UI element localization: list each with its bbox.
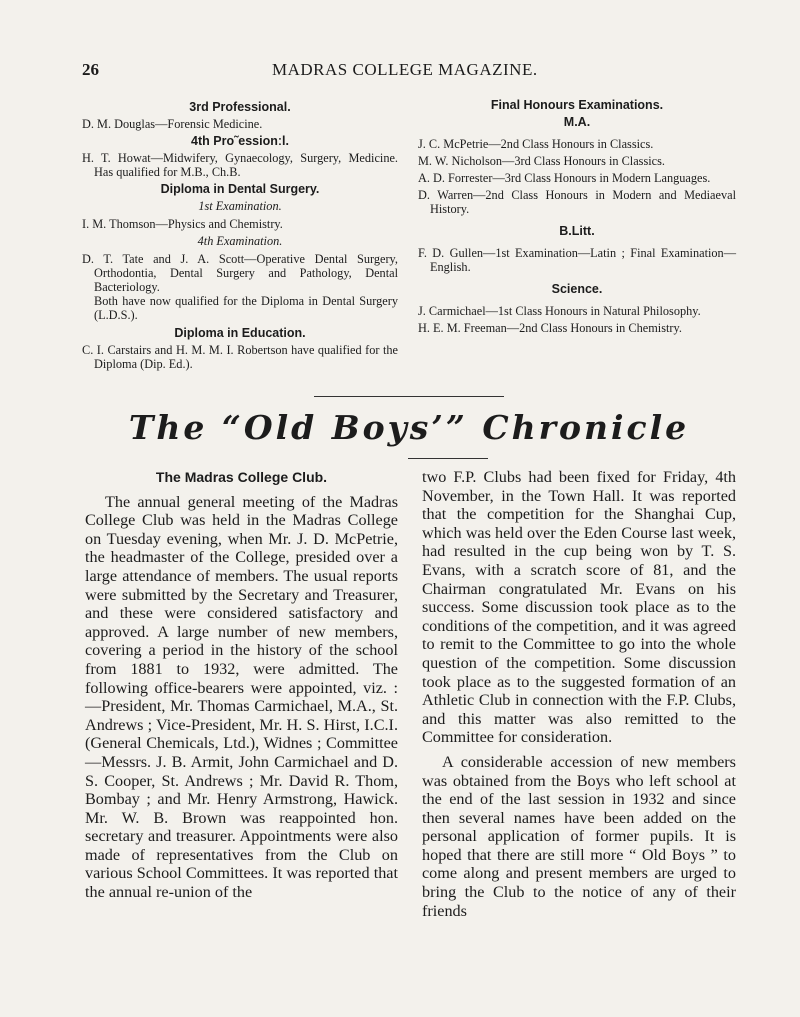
results-right-column	[418, 98, 736, 338]
entry-thomson: I. M. Thomson—Physics and Chemistry.	[82, 217, 283, 231]
chronicle-title-underline	[408, 458, 488, 459]
magazine-title: MADRAS COLLEGE MAGAZINE.	[272, 60, 538, 79]
heading-blitt: B.Litt.	[559, 224, 595, 238]
club-report-paragraph-2: A considerable accession of new members was obtained from the Boys who left school at the end of the last session in 1932 and since then several names have been added on the personal application of former pupils. It is hoped that there are still more “ Old Boys ” to come along and present members are urged to bring the Club to the notice of any of their friends	[422, 752, 736, 920]
entry-tate-scott: D. T. Tate and J. A. Scott—Operative Dental Surgery, Orthodontia, Dental Surgery and Pathology, Dental Bacteriology.	[82, 252, 398, 294]
heading-ma: M.A.	[563, 115, 591, 129]
section-divider	[314, 396, 504, 397]
chronicle-title: The “Old Boys’” Chronicle	[128, 408, 690, 447]
club-report-paragraph-continued: two F.P. Clubs had been fixed for Friday, 4th November, in the Town Hall. It was reported that the competition for the Shanghai Cup, which was held over the Eden Course last week, had resulted in the cup being won by T. S. Evans, with a scratch score of 81, and the Chairman congratulated Mr. Evans on his success. Some discussion took place as to the conditions of the competition, and it was agreed to remit to the Committee to go into the whole question of the competition. Some discussion took place as to the suggested formation of an Athletic Club in connection with the F.P. Clubs, and this matter was also remitted to the Committee for consideration.	[422, 468, 736, 747]
entry-science-2: H. E. M. Freeman—2nd Class Honours in Chemistry.	[418, 321, 682, 335]
subheading-1st-examination: 1st Examination.	[198, 199, 282, 213]
dental-qualification-note: Both have now qualified for the Diploma in Dental Surgery (L.D.S.).	[94, 294, 398, 322]
page-number: 26	[82, 60, 99, 79]
heading-4th-professional: 4th Pro˜essionːl.	[191, 134, 289, 148]
entry-howat: H. T. Howat—Midwifery, Gynaecology, Surgery, Medicine. Has qualified for M.B., Ch.B.	[82, 151, 398, 179]
club-report-right-column	[422, 468, 736, 926]
entry-science-1: J. Carmichael—1st Class Honours in Natural Philosophy.	[418, 304, 701, 318]
entry-ma-3: A. D. Forrester—3rd Class Honours in Modern Languages.	[418, 171, 711, 185]
subheading-4th-examination: 4th Examination.	[197, 234, 283, 248]
heading-science: Science.	[551, 282, 603, 296]
entry-ma-1: J. C. McPetrie—2nd Class Honours in Classics.	[418, 137, 654, 151]
heading-dental-surgery: Diploma in Dental Surgery.	[160, 182, 320, 196]
heading-final-honours: Final Honours Examinations.	[490, 98, 664, 112]
entry-gullen: F. D. Gullen—1st Examination—Latin ; Final Examination—English.	[418, 246, 736, 274]
heading-3rd-professional: 3rd Professional.	[189, 100, 291, 114]
heading-diploma-education: Diploma in Education.	[174, 326, 306, 340]
entry-douglas: D. M. Douglas—Forensic Medicine.	[82, 117, 263, 131]
entry-carstairs-robertson: C. I. Carstairs and H. M. M. I. Robertson have qualified for the Diploma (Dip. Ed.).	[82, 343, 398, 371]
entry-ma-4: D. Warren—2nd Class Honours in Modern and Mediaeval History.	[418, 188, 736, 216]
club-report-left-column	[85, 468, 398, 908]
club-report-paragraph-1: The annual general meeting of the Madras College Club was held in the Madras College on Tuesday evening, when Mr. J. D. McPetrie, the headmaster of the College, presided over a large attendance of members. The usual reports were submitted by the Secretary and Treasurer, and these were considered satisfactory and approved. A large number of new members, covering a period in the history of the school from 1881 to 1932, were admitted. The following office-bearers were appointed, viz. :—President, Mr. Thomas Carmichael, M.A., St. Andrews ; Vice-President, Mr. H. S. Hirst, I.C.I. (General Chemicals, Ltd.), Widnes ; Committee—Messrs. J. B. Armit, John Carmichael and D. S. Cooper, St. Andrews ; Mr. David R. Thom, Bombay ; and Mr. Henry Armstrong, Hawick. Mr. W. B. Brown was reappointed hon. secretary and treasurer. Appointments were also made of representatives from the Club on various School Committees. It was reported that the annual re-union of the	[85, 492, 398, 902]
page-header	[82, 60, 734, 84]
entry-ma-2: M. W. Nicholson—3rd Class Honours in Classics.	[418, 154, 665, 168]
club-heading: The Madras College Club.	[155, 469, 328, 485]
results-left-column	[82, 100, 398, 374]
